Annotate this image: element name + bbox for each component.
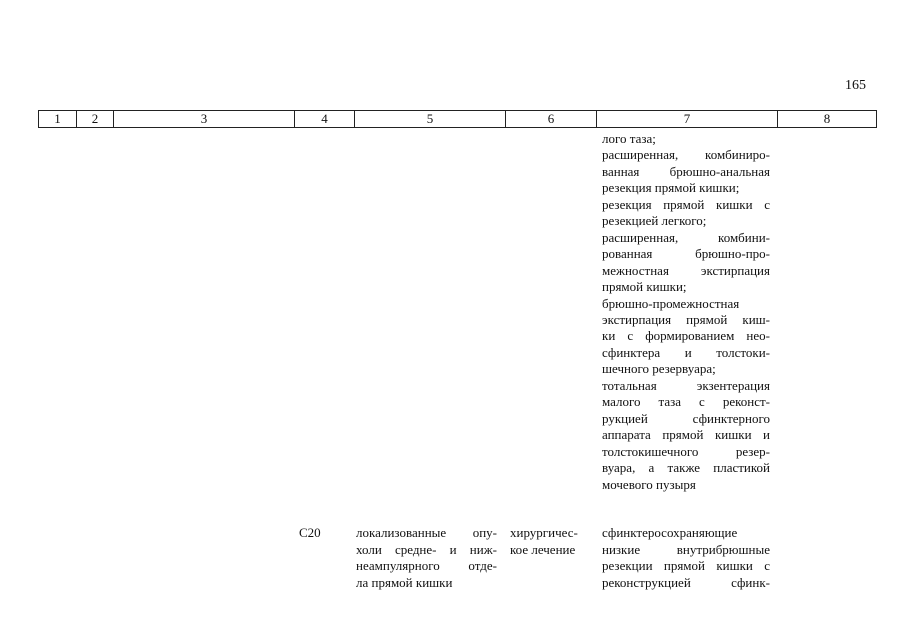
text-line: ла прямой кишки <box>356 574 453 590</box>
text-line: аппарата прямой кишки и <box>602 427 770 443</box>
text-line: резекция прямой кишки с <box>602 196 770 212</box>
header-cell: 1 <box>39 111 77 128</box>
text-line: экстирпация прямой киш- <box>602 311 770 327</box>
text-line: межностная экстирпация <box>602 262 770 278</box>
column-number-header <box>38 110 877 128</box>
header-cell: 7 <box>597 111 778 128</box>
header-cell: 6 <box>506 111 597 128</box>
text-line: брюшно-промежностная <box>602 295 740 311</box>
treatment-method <box>602 525 770 591</box>
text-line: резекцией легкого; <box>602 213 707 229</box>
text-line: рукцией сфинктерного <box>602 410 770 426</box>
text-line: холи средне- и ниж- <box>356 541 497 557</box>
diagnosis-description <box>356 525 497 591</box>
text-line: резекции прямой кишки с <box>602 558 770 573</box>
text-line: реконструкцией сфинк- <box>602 574 770 590</box>
text-line: мочевого пузыря <box>602 476 696 492</box>
header-row <box>39 111 877 128</box>
text-line: низкие внутрибрюшные <box>602 541 770 557</box>
text-line: расширенная, комбиниро- <box>602 147 770 163</box>
header-cell: 3 <box>114 111 295 128</box>
text-line: C20 <box>299 525 321 540</box>
text-line: расширенная, комбини- <box>602 229 770 245</box>
header-cell: 5 <box>355 111 506 128</box>
header-cell: 2 <box>77 111 114 128</box>
treatment-methods-continued <box>602 131 770 493</box>
text-line: сфинктера и толстоки- <box>602 344 770 360</box>
text-line: хирургичес- <box>510 525 578 540</box>
text-line: неампулярного отде- <box>356 558 497 573</box>
text-line: ванная брюшно-анальная <box>602 163 770 179</box>
text-line: резекция прямой кишки; <box>602 180 740 196</box>
text-line: малого таза с реконст- <box>602 394 770 410</box>
header-cell: 4 <box>295 111 355 128</box>
text-line: тотальная экзентерация <box>602 377 770 393</box>
header-cell: 8 <box>778 111 877 128</box>
diagnosis-code <box>299 525 339 542</box>
text-line: кое лечение <box>510 541 576 557</box>
treatment-type <box>510 525 592 558</box>
text-line: прямой кишки; <box>602 279 687 295</box>
text-line: вуара, а также пластикой <box>602 460 770 476</box>
text-line: ки с формированием нео- <box>602 328 770 344</box>
text-line: локализованные опу- <box>356 525 497 540</box>
text-line: рованная брюшно-про- <box>602 246 770 262</box>
text-line: толстокишечного резер- <box>602 443 770 459</box>
text-line: шечного резервуара; <box>602 361 716 377</box>
text-line: сфинктеросохраняющие <box>602 525 738 540</box>
page-number: 165 <box>845 78 866 93</box>
text-line: лого таза; <box>602 131 656 146</box>
